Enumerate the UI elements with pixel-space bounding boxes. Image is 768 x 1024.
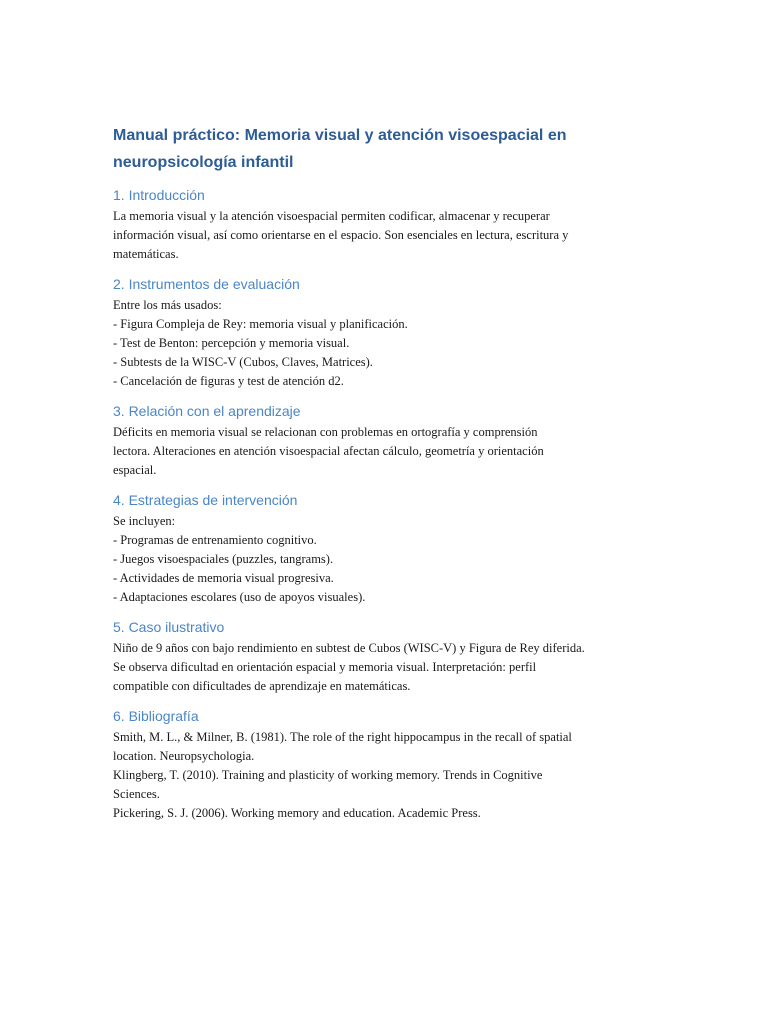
reference-line: Sciences.	[113, 787, 160, 801]
section-heading: 2. Instrumentos de evaluación	[113, 276, 300, 292]
document-title-line: neuropsicología infantil	[113, 154, 294, 171]
paragraph-line: Entre los más usados:	[113, 298, 222, 312]
paragraph-line: compatible con dificultades de aprendizaje en matemáticas.	[113, 679, 411, 693]
paragraph-line: Se incluyen:	[113, 514, 176, 528]
section-caso-ilustrativo	[113, 617, 668, 696]
reference-line: Smith, M. L., & Milner, B. (1981). The role of the right hippocampus in the recall of spatial	[113, 730, 572, 744]
section-instrumentos	[113, 274, 668, 391]
reference-line: Klingberg, T. (2010). Training and plasticity of working memory. Trends in Cognitive	[113, 768, 543, 782]
list-item: - Figura Compleja de Rey: memoria visual y planificación.	[113, 317, 408, 331]
list-item: - Subtests de la WISC-V (Cubos, Claves, Matrices).	[113, 355, 373, 369]
reference-line: Pickering, S. J. (2006). Working memory and education. Academic Press.	[113, 806, 481, 820]
list-item: - Programas de entrenamiento cognitivo.	[113, 533, 317, 547]
paragraph-line: información visual, así como orientarse en el espacio. Son esenciales en lectura, escritura y	[113, 228, 569, 242]
section-heading: 5. Caso ilustrativo	[113, 619, 225, 635]
list-item: - Actividades de memoria visual progresiva.	[113, 571, 334, 585]
paragraph-line: espacial.	[113, 463, 157, 477]
document-title	[113, 122, 668, 176]
section-bibliografia	[113, 706, 668, 823]
list-item: - Test de Benton: percepción y memoria visual.	[113, 336, 350, 350]
paragraph-line: Niño de 9 años con bajo rendimiento en subtest de Cubos (WISC-V) y Figura de Rey diferida.	[113, 641, 585, 655]
section-heading: 1. Introducción	[113, 187, 205, 203]
paragraph-line: lectora. Alteraciones en atención visoespacial afectan cálculo, geometría y orientación	[113, 444, 544, 458]
paragraph-line: matemáticas.	[113, 247, 179, 261]
section-relacion-aprendizaje	[113, 401, 668, 480]
list-item: - Juegos visoespaciales (puzzles, tangrams).	[113, 552, 334, 566]
section-heading: 3. Relación con el aprendizaje	[113, 403, 301, 419]
section-introduccion	[113, 185, 668, 264]
list-item: - Cancelación de figuras y test de atención d2.	[113, 374, 344, 388]
section-estrategias	[113, 490, 668, 607]
paragraph-line: Déficits en memoria visual se relacionan con problemas en ortografía y comprensión	[113, 425, 538, 439]
paragraph-line: La memoria visual y la atención visoespacial permiten codificar, almacenar y recuperar	[113, 209, 550, 223]
paragraph-line: Se observa dificultad en orientación espacial y memoria visual. Interpretación: perfil	[113, 660, 537, 674]
reference-line: location. Neuropsychologia.	[113, 749, 255, 763]
document-title-line: Manual práctico: Memoria visual y atención visoespacial en	[113, 127, 567, 144]
list-item: - Adaptaciones escolares (uso de apoyos visuales).	[113, 590, 366, 604]
section-heading: 4. Estrategias de intervención	[113, 492, 298, 508]
section-heading: 6. Bibliografía	[113, 708, 199, 724]
